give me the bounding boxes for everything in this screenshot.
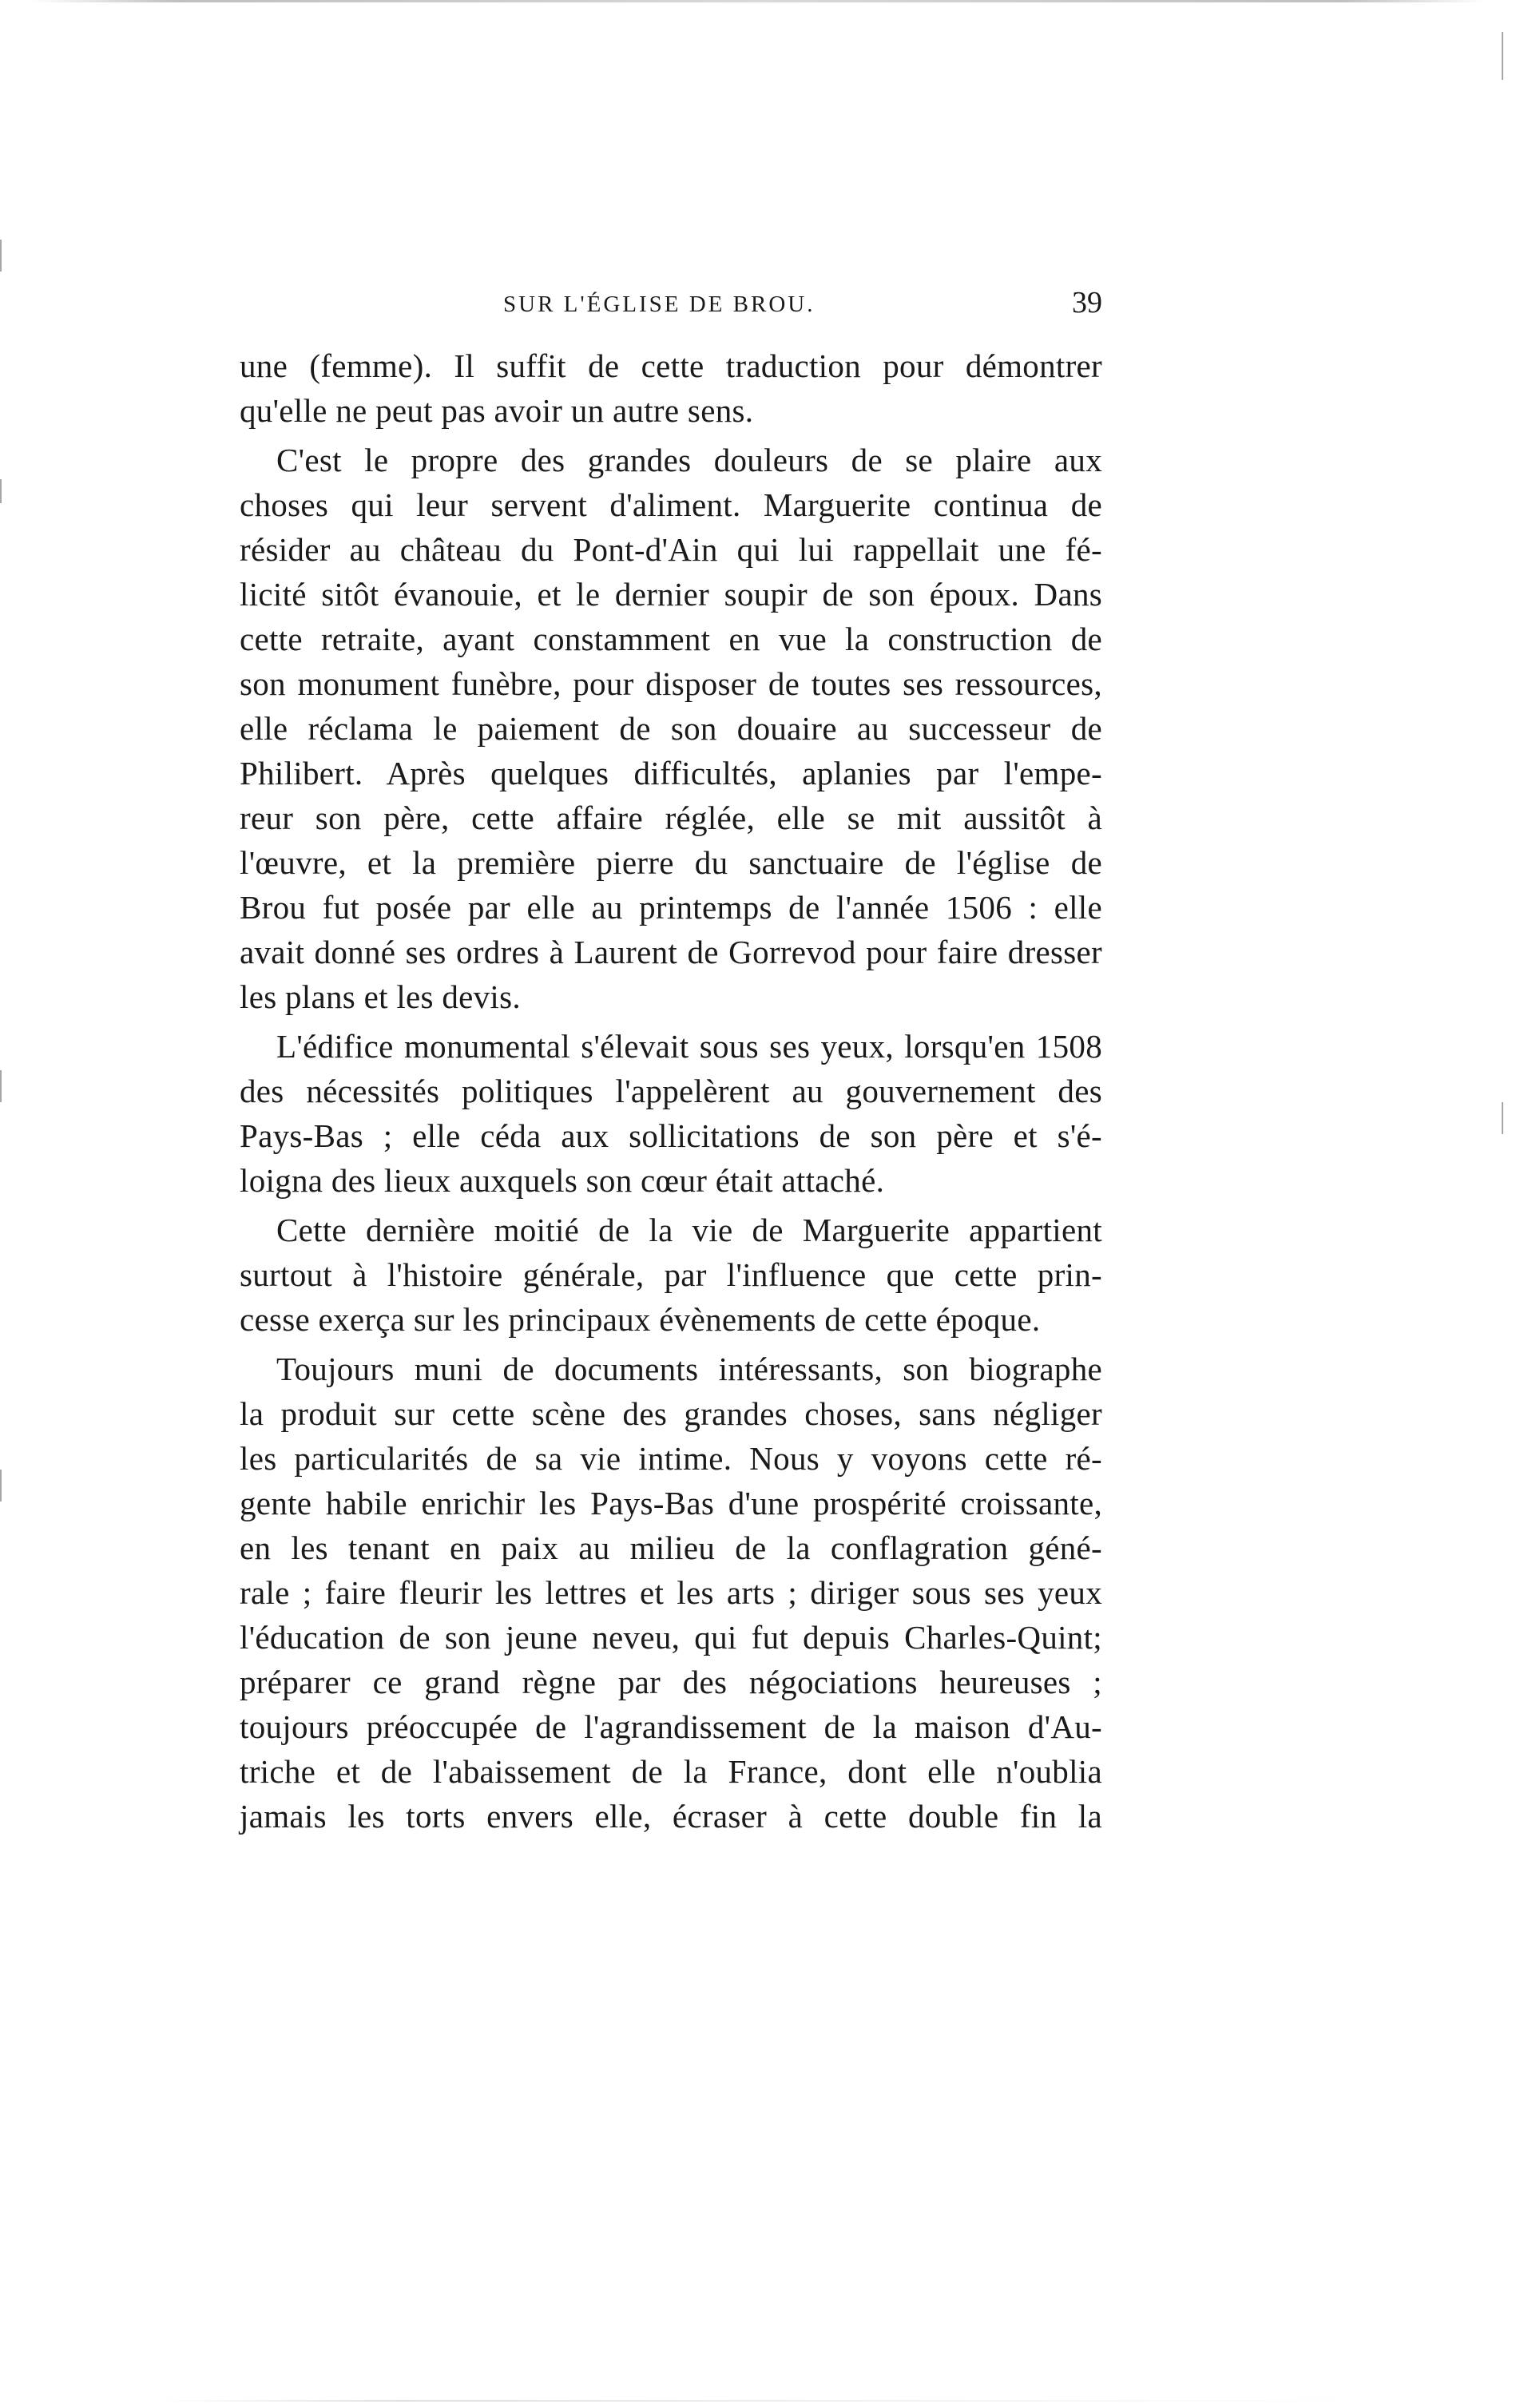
text-line: Brou fut posée par elle au printemps de l'année 1506 : elle	[240, 889, 1102, 926]
text-line: surtout à l'histoire générale, par l'influence que cette prin-	[240, 1256, 1102, 1293]
text-line: rale ; faire fleurir les lettres et les arts ; diriger sous ses yeux	[240, 1574, 1102, 1611]
text-line: qu'elle ne peut pas avoir un autre sens.	[240, 392, 754, 429]
text-line: l'éducation de son jeune neveu, qui fut depuis Charles-Quint;	[240, 1619, 1102, 1656]
text-line: Toujours muni de documents intéressants, son biographe	[276, 1351, 1102, 1387]
text-line: la produit sur cette scène des grandes choses, sans négliger	[240, 1395, 1102, 1432]
text-line: gente habile enrichir les Pays-Bas d'une prospérité croissante,	[240, 1485, 1102, 1521]
paragraph	[240, 1208, 1102, 1342]
scan-edge-bottom	[160, 2400, 1358, 2402]
scan-margin-mark	[1502, 1102, 1503, 1134]
text-line: avait donné ses ordres à Laurent de Gorrevod pour faire dresser	[240, 934, 1102, 970]
body-text	[240, 343, 1102, 1843]
text-line: triche et de l'abaissement de la France, dont elle n'oublia	[240, 1753, 1102, 1790]
scan-margin-mark	[0, 1470, 2, 1502]
text-line: elle réclama le paiement de son douaire au successeur de	[240, 710, 1102, 747]
text-line: en les tenant en paix au milieu de la conflagration géné-	[240, 1529, 1102, 1566]
text-line: cesse exerça sur les principaux évènements de cette époque.	[240, 1301, 1041, 1338]
text-line: Cette dernière moitié de la vie de Marguerite appartient	[276, 1212, 1102, 1248]
scan-margin-mark	[0, 240, 2, 272]
text-line: Pays-Bas ; elle céda aux sollicitations de son père et s'é-	[240, 1117, 1102, 1154]
text-line: choses qui leur servent d'aliment. Marguerite continua de	[240, 486, 1102, 523]
paragraph	[240, 1024, 1102, 1203]
scan-margin-mark	[1502, 32, 1503, 80]
text-line: des nécessités politiques l'appelèrent au gouvernement des	[240, 1073, 1102, 1109]
text-line: les plans et les devis.	[240, 978, 521, 1015]
text-line: Philibert. Après quelques difficultés, aplanies par l'empe-	[240, 755, 1102, 791]
page-header	[240, 286, 1102, 328]
text-line: licité sitôt évanouie, et le dernier soupir de son époux. Dans	[240, 576, 1102, 613]
paragraph	[240, 343, 1102, 433]
text-line: jamais les torts envers elle, écraser à cette double fin la	[240, 1798, 1102, 1835]
text-line: préparer ce grand règne par des négociations heureuses ;	[240, 1664, 1102, 1700]
text-line: les particularités de sa vie intime. Nous y voyons cette ré-	[240, 1440, 1102, 1477]
scan-edge-top	[32, 0, 1486, 2]
paragraph	[240, 438, 1102, 1019]
text-line: cette retraite, ayant constamment en vue la construction de	[240, 621, 1102, 657]
text-line: reur son père, cette affaire réglée, elle se mit aussitôt à	[240, 799, 1102, 836]
text-line: son monument funèbre, pour disposer de toutes ses ressources,	[240, 665, 1102, 702]
text-line: loigna des lieux auxquels son cœur était attaché.	[240, 1162, 885, 1199]
text-line: l'œuvre, et la première pierre du sanctuaire de l'église de	[240, 844, 1102, 881]
text-line: toujours préoccupée de l'agrandissement de la maison d'Au-	[240, 1708, 1102, 1745]
text-line: L'édifice monumental s'élevait sous ses yeux, lorsqu'en 1508	[276, 1028, 1102, 1065]
paragraph	[240, 1347, 1102, 1839]
text-line: une (femme). Il suffit de cette traduction pour démontrer	[240, 347, 1102, 384]
page-number: 39	[1072, 286, 1102, 319]
text-line: C'est le propre des grandes douleurs de se plaire aux	[276, 442, 1102, 478]
text-line: résider au château du Pont-d'Ain qui lui rappellait une fé-	[240, 531, 1102, 568]
scan-margin-mark	[0, 1070, 2, 1102]
scan-margin-mark	[0, 479, 2, 503]
running-head: SUR L'ÉGLISE DE BROU.	[503, 292, 816, 317]
